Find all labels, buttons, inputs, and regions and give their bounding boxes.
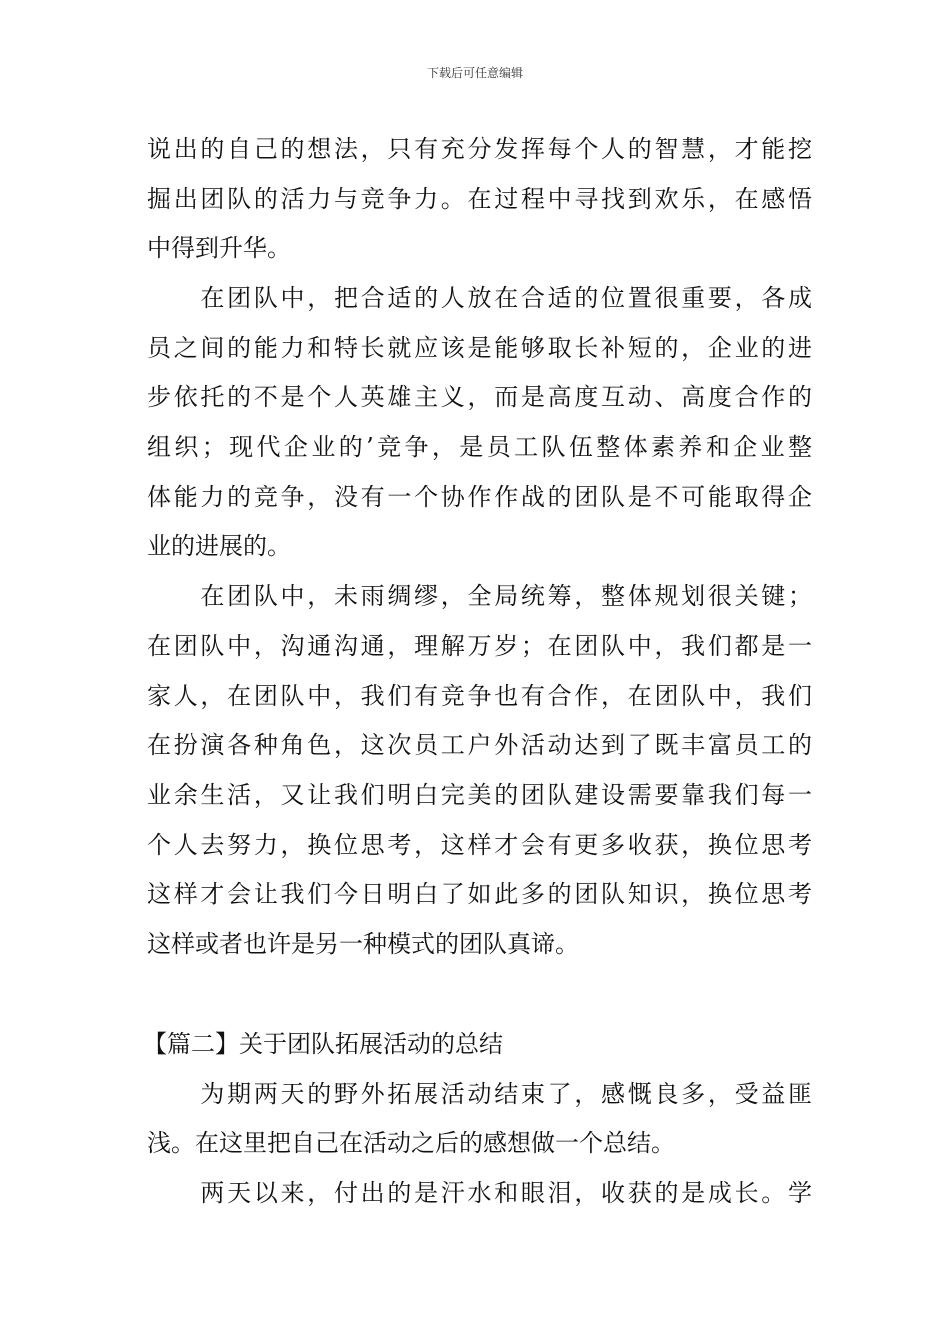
paragraph-2-line: 步依托的不是个人英雄主义，而是高度互动、高度合作的 — [147, 383, 812, 411]
paragraph-1-line: 掘出团队的活力与竞争力。在过程中寻找到欢乐，在感悟 — [147, 185, 812, 213]
paragraph-2-line: 体能力的竞争，没有一个协作作战的团队是不可能取得企 — [147, 483, 812, 511]
paragraph-3-line: 这样或者也许是另一种模式的团队真谛。 — [147, 930, 579, 958]
paragraph-1-line: 说出的自己的想法，只有充分发挥每个人的智慧，才能挖 — [147, 135, 812, 163]
paragraph-2-line: 业的进展的。 — [147, 532, 291, 560]
page-header: 下载后可任意编辑 — [426, 66, 523, 80]
paragraph-5-line: 两天以来，付出的是汗水和眼泪，收获的是成长。学 — [147, 1179, 812, 1207]
paragraph-3-line: 这样才会让我们今日明白了如此多的团队知识，换位思考 — [147, 880, 812, 908]
paragraph-1-line: 中得到升华。 — [147, 234, 291, 262]
paragraph-3-line: 家人，在团队中，我们有竞争也有合作，在团队中，我们 — [147, 682, 812, 710]
paragraph-4-line: 为期两天的野外拓展活动结束了，感慨良多，受益匪 — [147, 1080, 812, 1108]
paragraph-2-line: 组织；现代企业的’竞争，是员工队伍整体素养和企业整 — [147, 433, 812, 461]
paragraph-3-line: 在团队中，未雨绸缪，全局统筹，整体规划很关键； — [147, 582, 812, 610]
paragraph-3-line: 在团队中，沟通沟通，理解万岁；在团队中，我们都是一 — [147, 632, 812, 660]
section-heading: 【篇二】关于团队拓展活动的总结 — [143, 1030, 503, 1058]
paragraph-3-line: 个人去努力，换位思考，这样才会有更多收获，换位思考 — [147, 831, 812, 859]
paragraph-2-line: 员之间的能力和特长就应该是能够取长补短的，企业的进 — [147, 334, 812, 362]
paragraph-4-line: 浅。在这里把自己在活动之后的感想做一个总结。 — [147, 1129, 675, 1157]
paragraph-3-line: 在扮演各种角色，这次员工户外活动达到了既丰富员工的 — [147, 731, 812, 759]
paragraph-2-line: 在团队中，把合适的人放在合适的位置很重要，各成 — [147, 284, 812, 312]
paragraph-3-line: 业余生活，又让我们明白完美的团队建设需要靠我们每一 — [147, 781, 812, 809]
